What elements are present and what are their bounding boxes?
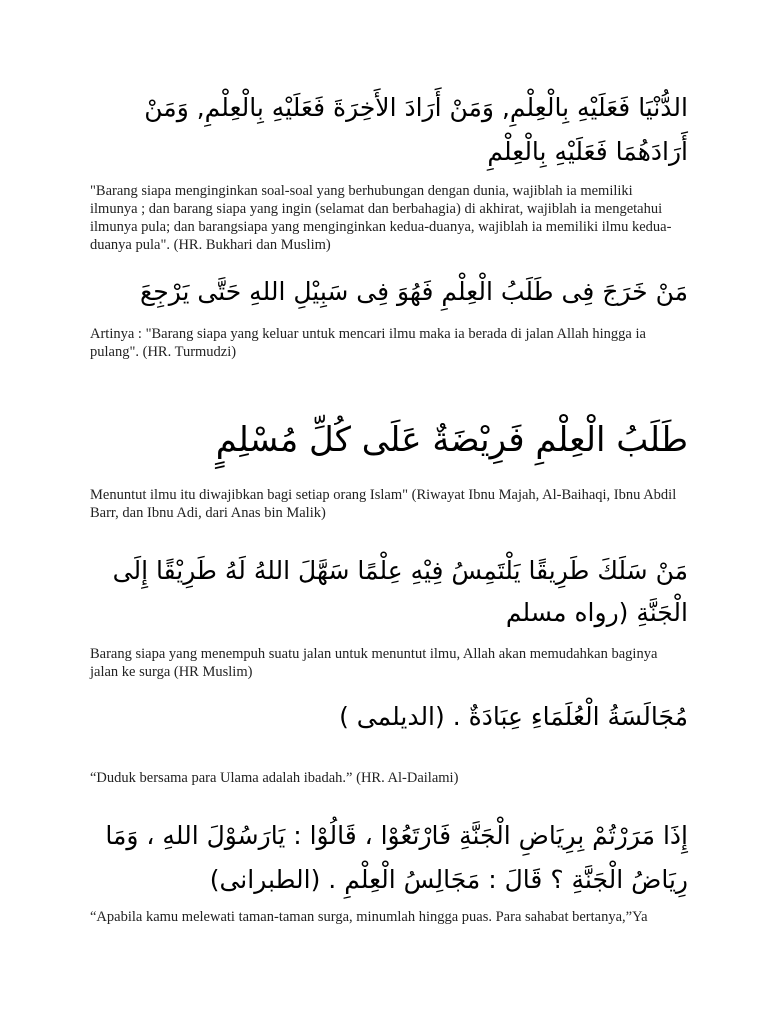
translation-paragraph: Artinya : "Barang siapa yang keluar untuk mencari ilmu maka ia berada di jalan Allah hingga ia pulang". (HR. Turmudzi) [90,326,646,360]
translation-paragraph: Menuntut ilmu itu diwajibkan bagi setiap orang Islam" (Riwayat Ibnu Majah, Al-Baihaqi, Ibnu Abdil Barr, dan Ibnu Adi, dari Anas bin Malik) [90,487,677,521]
arabic-passage: إِذَا مَرَرْتُمْ بِرِيَاضِ الْجَنَّةِ فَارْتَعُوْا ، قَالُوْا : يَارَسُوْلَ اللهِ ، وَمَا رِيَاضُ الْجَنَّةِ ؟ قَالَ : مَجَالِسُ الْعِلْمِ . (الطبرانى) [105,821,688,894]
arabic-passage: مُجَالَسَةُ الْعُلَمَاءِ عِبَادَةٌ . (الديلمى ) [339,702,688,731]
arabic-passage: مَنْ سَلَكَ طَرِيقًا يَلْتَمِسُ فِيْهِ عِلْمًا سَهَّلَ اللهُ لَهُ طَرِيْقًا إِلَى الْجَنَّةِ (رواه مسلم [112,556,688,627]
arabic-passage: الدُّنْيَا فَعَلَيْهِ بِالْعِلْمِ, وَمَنْ أَرَادَ الأَخِرَةَ فَعَلَيْهِ بِالْعِلْمِ, وَمَنْ أَرَادَهُمَا فَعَلَيْهِ بِالْعِلْمِ [144,93,688,166]
translation-paragraph: “Duduk bersama para Ulama adalah ibadah.” (HR. Al-Dailami) [90,770,459,786]
translation-paragraph: “Apabila kamu melewati taman-taman surga, minumlah hingga puas. Para sahabat bertanya,”Ya [90,909,648,925]
translation-paragraph: "Barang siapa menginginkan soal-soal yang berhubungan dengan dunia, wajiblah ia memiliki ilmunya ; dan barang siapa yang ingin (selamat dan berbahagia) di akhirat, wajiblah ia mengetahui ilmunya pula; dan barangsiapa yang menginginkan kedua-duanya, wajiblah ia memiliki ilmu kedua-duanya pula". (HR. Bukhari dan Muslim) [90,183,672,253]
arabic-passage: طَلَبُ الْعِلْمِ فَرِيْضَةٌ عَلَى كُلِّ مُسْلِمٍ [215,420,688,460]
arabic-passage: مَنْ خَرَجَ فِى طَلَبُ الْعِلْمِ فَهُوَ فِى سَبِيْلِ اللهِ حَتَّى يَرْجِعَ [139,277,688,306]
translation-paragraph: Barang siapa yang menempuh suatu jalan untuk menuntut ilmu, Allah akan memudahkan baginya jalan ke surga (HR Muslim) [90,646,658,680]
